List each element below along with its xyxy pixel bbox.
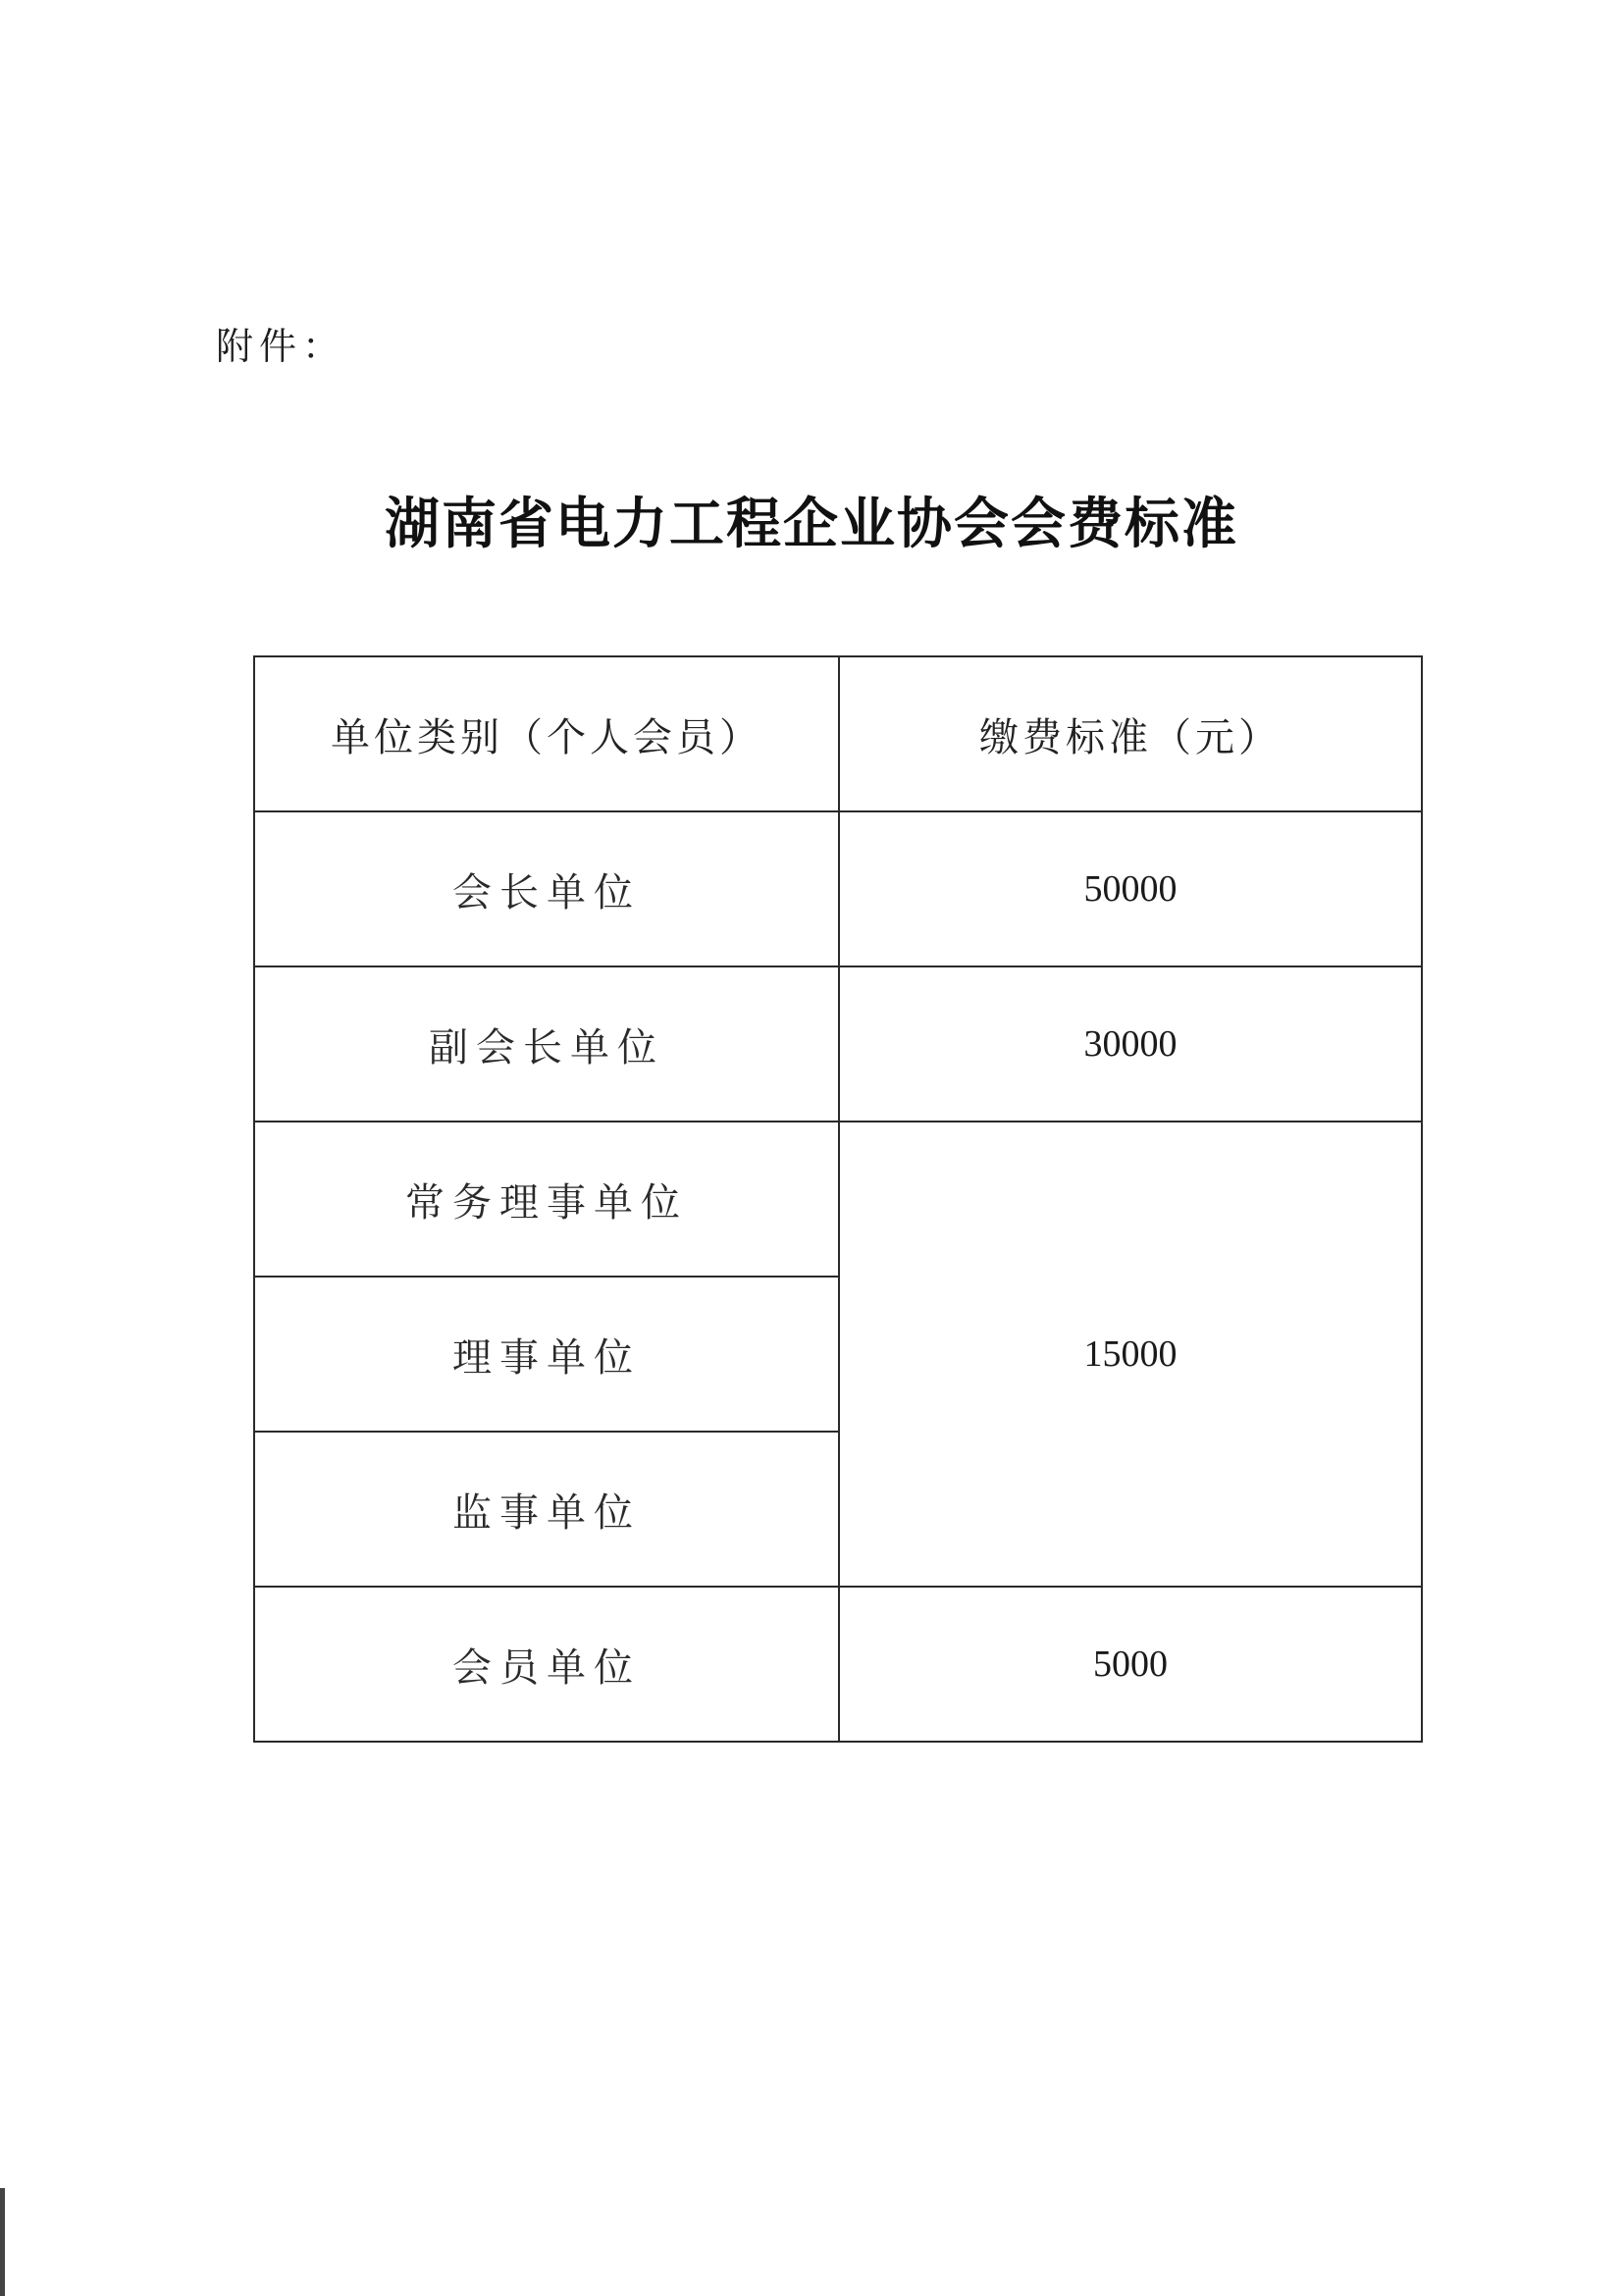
scan-edge-shadow [0,2188,5,2296]
row-category: 会员单位 [254,1587,839,1742]
document-title: 湖南省电力工程企业协会会费标准 [385,493,1238,556]
row-category: 会长单位 [254,811,839,966]
table-row [254,966,1422,1122]
table-row [254,1587,1422,1742]
table-header-row [254,656,1422,811]
header-fee: 缴费标准（元） [839,656,1422,811]
row-fee-merged: 15000 [839,1122,1422,1587]
header-category: 单位类别（个人会员） [254,656,839,811]
row-category: 理事单位 [254,1277,839,1432]
row-fee: 50000 [839,811,1422,966]
table-row [254,1122,1422,1277]
row-category: 监事单位 [254,1432,839,1587]
row-category: 副会长单位 [254,966,839,1122]
fee-standard-table [253,655,1423,1743]
table-row [254,811,1422,966]
row-category: 常务理事单位 [254,1122,839,1277]
row-fee: 30000 [839,966,1422,1122]
row-fee: 5000 [839,1587,1422,1742]
attachment-label: 附件： [216,325,346,368]
